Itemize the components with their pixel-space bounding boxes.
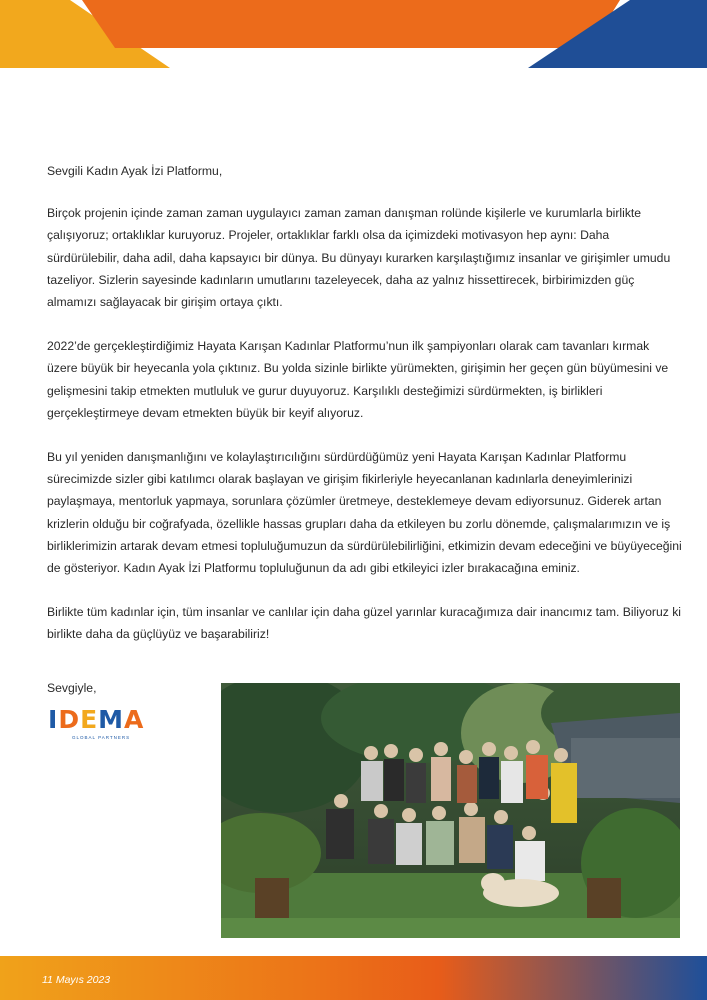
footer-date: 11 Mayıs 2023 bbox=[42, 974, 111, 986]
paragraph-2: 2022’de gerçekleştirdiğimiz Hayata Karışan Kadınlar Platformu’nun ilk şampiyonları olarak cam tavanları kırmak üzere büyük bir heyecanla yola çıktınız. Bu yolda sizinle birlikte yürümekten, girişimin her geçen gün büyümesini ve gelişmesini takip etmekten mutluluk ve gurur duyuyoruz. Karşılıklı desteğimizi sürdürmekten, iş birlikleri gerçekleştirmeye devam etmekten büyük bir keyif alıyoruz. bbox=[47, 339, 669, 420]
paragraph-3: Bu yıl yeniden danışmanlığını ve kolaylaştırıcılığını sürdürdüğümüz yeni Hayata Karışan Kadınlar Platformu sürecimizde sizler gibi katılımcı olarak başlayan ve girişim fikirleriyle heyecanlanan kadınlarla deneyimlerinizi paylaşmaya, mentorluk yapmaya, sorunlara çözümler üretmeye, desteklemeye devam ediyorsunuz. Giderek artan krizlerin olduğu bir coğrafyada, özellikle hassas grupları daha da etkileyen bu zorlu dönemde, çalışmalarımızın ve iş birliklerimizin artarak devam etmesi topluluğumuzun da sürdürülebilirliğini, etkimizin devam edeceğini ve büyüyeceğini de gösteriyor. Kadın Ayak İzi Platformu topluluğunun da adı gibi etkileyici izler bırakacağına eminiz. bbox=[47, 450, 682, 576]
signoff: Sevgiyle, bbox=[47, 681, 97, 695]
top-decorative-band bbox=[0, 0, 707, 70]
paragraph-1: Birçok projenin içinde zaman zaman uygulayıcı zaman zaman danışman rolünde kişilerle ve kurumlarla birlikte çalışıyoruz; ortaklıklar kuruyoruz. Projeler, ortaklıklar farklı olsa da içimizdeki motivasyon hep aynı: Daha sürdürülebilir, daha adil, daha kapsayıcı bir dünya. Bu dünyayı kurarken karşılaştığımız insanlar ve girişimler umudu tazeliyor. Sizlerin sayesinde kadınların umutlarını tazeleyecek, daha az yalnız hissettirecek, birbirimizden güç almamızı sağlayacak bir girişim ortaya çıktı. bbox=[47, 206, 671, 310]
greeting: Sevgili Kadın Ayak İzi Platformu, bbox=[47, 164, 223, 178]
letter-body bbox=[47, 160, 683, 668]
idema-logo bbox=[48, 706, 188, 746]
logo-wordmark: IDEMA bbox=[48, 705, 145, 734]
paragraph-4: Birlikte tüm kadınlar için, tüm insanlar ve canlılar için daha güzel yarınlar kuracağımıza dair inancımız tam. Biliyoruz ki birlikte daha da güçlüyüz ve başarabiliriz! bbox=[47, 605, 681, 642]
logo-subtitle: GLOBAL PARTNERS bbox=[72, 735, 131, 740]
group-photo bbox=[221, 683, 680, 938]
footer-band bbox=[0, 956, 707, 1000]
